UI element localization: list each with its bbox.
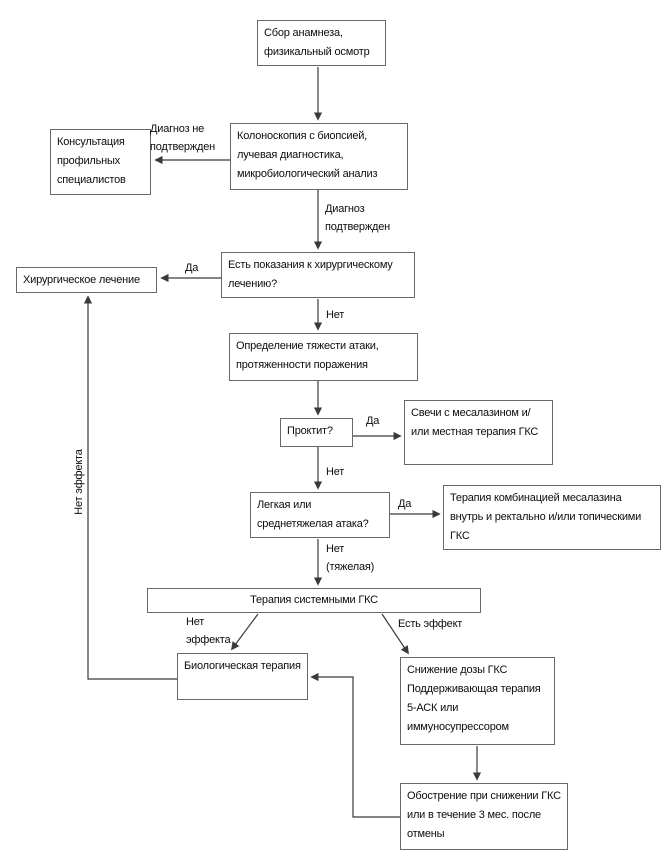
node-consult: Консультация профильных специалистов [50,129,151,195]
node-relapse: Обострение при снижении ГКС или в течение 3 мес. после отмены [400,783,568,850]
edge-label-diagnosis-not-confirmed: Диагноз не подтвержден [150,123,216,153]
node-surgery-question: Есть показания к хирургическому лечению? [221,252,415,298]
node-mild-attack-question: Легкая или среднетяжелая атака? [250,492,390,538]
edge-label-no-severity: Нет [326,309,345,321]
edge-label-no-severe: Нет (тяжелая) [326,543,375,573]
node-severity: Определение тяжести атаки, протяженности поражения [229,333,418,381]
edge-label-has-effect: Есть эффект [398,618,463,630]
edge-label-no-effect-to-surgery: Нет эффекта [73,449,85,515]
node-surgical-treatment: Хирургическое лечение [16,267,157,293]
edge-label-yes-combination: Да [398,498,412,510]
node-colonoscopy: Колоноскопия с биопсией, лучевая диагностика, микробиологический анализ [230,123,408,190]
node-anamnesis: Сбор анамнеза, физикальный осмотр [257,20,386,66]
node-biological-therapy: Биологическая терапия [177,653,308,700]
edge-relapse-biological [312,677,400,817]
node-proctitis: Проктит? [280,418,353,447]
node-suppositories: Свечи с месалазином и/или местная терапия ГКС [404,400,553,465]
edge-label-no-mild-question: Нет [326,466,345,478]
edge-biological-surgical-treatment [88,297,177,679]
node-systemic-gks: Терапия системными ГКС [147,588,481,613]
edge-label-diagnosis-confirmed: Диагноз подтвержден [325,203,391,233]
node-combination-therapy: Терапия комбинацией месалазина внутрь и ректально и/или топическими ГКС [443,485,661,550]
edge-label-yes-suppositories: Да [366,415,380,427]
edge-label-no-effect-biological: Нет эффекта [186,616,231,646]
node-dose-reduction: Снижение дозы ГКС Поддерживающая терапия 5-АСК или иммуносупрессором [400,657,555,745]
edge-label-yes-surgery: Да [185,262,199,274]
